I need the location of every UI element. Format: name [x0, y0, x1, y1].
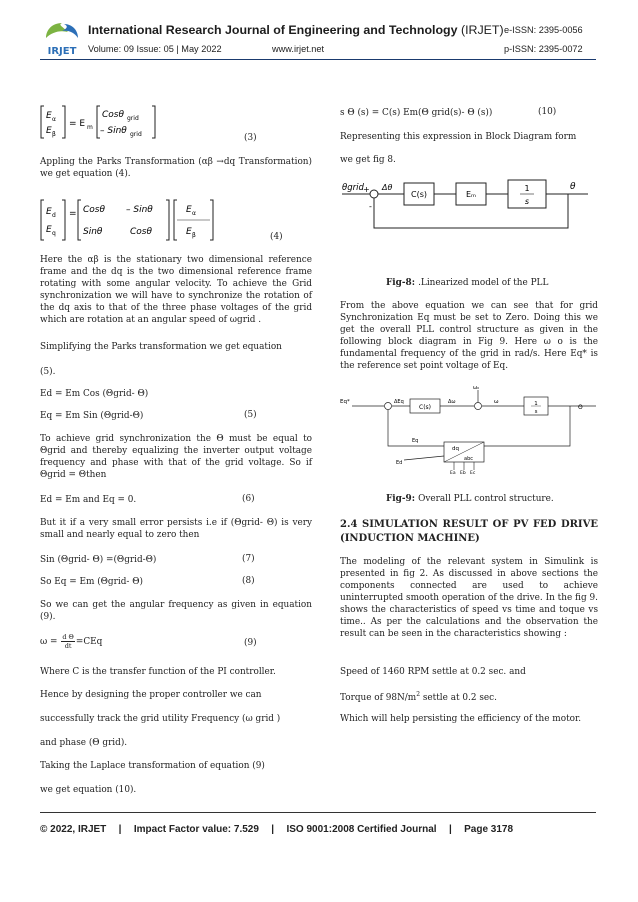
torque-result — [340, 689, 598, 704]
fig9-block-diagram — [340, 384, 598, 478]
fig8-s: s — [524, 197, 530, 206]
fig9-sum2 — [475, 403, 482, 410]
svg-text:q: q — [52, 230, 56, 237]
fig9-caption-label: Fig-9: — [386, 494, 416, 504]
omega-lhs: ω = — [40, 637, 58, 647]
pissn: p-ISSN: 2395-0072 — [504, 44, 583, 54]
pi-controller-paragraph: Where C is the transfer function of the PI controller. — [40, 667, 276, 677]
website-link[interactable]: www.irjet.net — [272, 44, 325, 54]
fig8-em-label: Eₘ — [465, 190, 477, 199]
svg-text:– Sinθ: – Sinθ — [126, 205, 153, 215]
journal-logo — [40, 20, 84, 58]
controller-design-line: Hence by designing the proper controller we can — [40, 690, 262, 700]
footer-divider — [40, 812, 596, 813]
volume-info: Volume: 09 Issue: 05 | May 2022 — [88, 44, 222, 54]
equation-7-number: (7) — [242, 554, 255, 564]
svg-text:β: β — [52, 131, 56, 138]
block-diagram-intro: Representing this expression in Block Diagram form — [340, 132, 577, 142]
svg-text:E: E — [186, 205, 192, 215]
fig9-delta-omega: Δω — [448, 399, 456, 405]
fig9-eq-label: Eq — [412, 438, 419, 444]
fig8-ref: we get fig 8. — [340, 155, 396, 165]
fig8-caption-text: .Linearized model of the PLL — [418, 278, 549, 288]
small-error-paragraph: But it if a very small error persists i.e if (Θgrid- Θ) is very small and nearly equal to zero then — [40, 518, 312, 540]
footer-impact-factor: Impact Factor value: 7.529 — [133, 824, 259, 835]
simulation-paragraph: The modeling of the relevant system in Simulink is presented in fig 2. As discussed in above sections the components connected are used to achieve uninterrupted smooth operation of the drive. In the fig 9. shows the characteristics of speed vs time and toque vs time.. As per the calculations and the observation the result can be seen in the characteristics showing : — [340, 557, 598, 639]
pll-structure-paragraph: From the above equation we can see that for grid Synchronization Eq must be set to Zero. Doing this we get the overall PLL control structure as given in the following block diagram in Fig 9. Here ω o is the fundamental frequency of the grid in rad/s. Here Eq* is the reference set point voltage of Eq. — [340, 301, 598, 371]
svg-text:Cosθ: Cosθ — [102, 110, 124, 120]
svg-text:grid: grid — [130, 131, 142, 138]
fraction-denominator: dt — [64, 642, 72, 650]
svg-text:Cosθ: Cosθ — [130, 227, 152, 237]
svg-text:E: E — [46, 126, 52, 136]
journal-title — [88, 23, 504, 37]
equation-6-number: (6) — [242, 494, 255, 504]
svg-text:E: E — [46, 207, 52, 217]
fig8-caption-label: Fig-8: — [386, 278, 416, 288]
fig9-integ-num: 1 — [534, 401, 538, 407]
fig8-theta-grid: θgrid — [342, 183, 364, 193]
equation-3-number: (3) — [244, 133, 257, 143]
ed-equation: Ed = Em Cos (Θgrid- Θ) — [40, 389, 149, 399]
svg-text:E: E — [46, 111, 52, 121]
laplace-line: Taking the Laplace transformation of equation (9) — [40, 761, 265, 771]
svg-text:E: E — [186, 227, 192, 237]
svg-text:β: β — [192, 232, 196, 239]
equation-5-number: (5) — [244, 410, 257, 420]
fig8-one: 1 — [524, 184, 530, 193]
fig9-omega0: ω₀ — [473, 385, 480, 391]
equation-8-number: (8) — [242, 576, 255, 586]
speed-result: Speed of 1460 RPM settle at 0.2 sec. and — [340, 667, 526, 677]
svg-text:m: m — [87, 124, 93, 131]
grid-sync-paragraph: To achieve grid synchronization the Θ must be equal to Θgrid and thereby equalizing the inverter output voltage frequency and phase with that of the grid voltage. So if Θgrid = Θthen — [40, 434, 312, 480]
fig9-eq-star: Eq* — [340, 399, 350, 405]
svg-text:α: α — [52, 116, 56, 123]
equation-9 — [40, 633, 102, 650]
fig8-summing-junction — [370, 190, 378, 198]
eissn: e-ISSN: 2395-0056 — [504, 25, 583, 35]
svg-text:= E: = E — [69, 119, 86, 129]
efficiency-line: Which will help persisting the efficiency of the motor. — [340, 714, 582, 724]
equation-4-number: (4) — [270, 232, 283, 242]
phase-line: and phase (Θ grid). — [40, 738, 128, 748]
journal-abbr: (IRJET) — [460, 23, 504, 37]
derivative-fraction — [61, 633, 75, 650]
footer-iso: ISO 9001:2008 Certified Journal — [286, 824, 437, 835]
svg-text:=: = — [69, 209, 77, 219]
svg-text:– Sinθ: – Sinθ — [100, 126, 127, 136]
omega-rhs: =CEq — [75, 637, 103, 647]
logo-text: IRJET — [47, 46, 77, 57]
sin-approx-equation: Sin (Θgrid- Θ) =(Θgrid-Θ) — [40, 555, 157, 565]
fig9-ea: Ea — [450, 471, 456, 474]
fig8-cs-label: C(s) — [411, 190, 427, 199]
torque-superscript: 2 — [416, 691, 421, 698]
fig8-delta-theta: Δθ — [382, 183, 393, 192]
svg-text:Cosθ: Cosθ — [83, 205, 105, 215]
fig9-ed-label: Ed — [396, 460, 403, 466]
svg-text:α: α — [192, 210, 196, 217]
equation-10-number: (10) — [538, 107, 557, 117]
torque-text: Torque of 98N/m — [340, 692, 417, 703]
stationary-frame-paragraph: Here the αβ is the stationary two dimensional reference frame and the dq is the two dimensional reference frame rotating with some angular velocity. To achieve the Grid synchronization we will have to synchronize the rotation of the dq axis to that of the three phase voltages of the grid which are rotation at an angular speed of ωgrid . — [40, 255, 312, 325]
equation-9-number: (9) — [244, 638, 257, 648]
equation-4-matrix — [40, 196, 240, 248]
equation-10-ref-line: we get equation (10). — [40, 785, 137, 795]
fig9-cs-label: C(s) — [419, 404, 431, 411]
fig9-integ-den: s — [534, 409, 538, 415]
fig9-caption-text: Overall PLL control structure. — [418, 494, 554, 504]
svg-text:d: d — [52, 212, 56, 219]
simplify-paragraph: Simplifying the Parks transformation we get equation — [40, 342, 282, 352]
section-heading-2-4: 2.4 SIMULATION RESULT OF PV FED DRIVE (INDUCTION MACHINE) — [340, 519, 598, 544]
angular-frequency-paragraph: So we can get the angular frequency as given in equation (9). — [40, 600, 312, 622]
fig9-ec: Ec — [470, 471, 476, 474]
torque-text-end: settle at 0.2 sec. — [420, 692, 497, 703]
so-eq-equation: So Eq = Em (Θgrid- Θ) — [40, 577, 143, 587]
fig9-sum1 — [385, 403, 392, 410]
equation-5-ref: (5). — [40, 367, 56, 377]
fig9-abc: abc — [464, 456, 473, 462]
fig9-omega: ω — [494, 399, 499, 405]
eq-equation: Eq = Em Sin (Θgrid-Θ) — [40, 411, 144, 421]
fig9-eb: Eb — [460, 471, 466, 474]
svg-text:grid: grid — [127, 115, 139, 122]
fraction-numerator: d Θ — [62, 633, 74, 641]
fig8-block-diagram — [338, 176, 598, 260]
equation-10: s Θ (s) = C(s) Em(Θ grid(s)- Θ (s)) — [340, 108, 493, 118]
fig9-dq: dq — [452, 446, 459, 452]
equation-3-matrix — [40, 102, 200, 146]
page-footer: © 2022, IRJET | Impact Factor value: 7.529 | ISO 9001:2008 Certified Journal | Page 3178 — [40, 824, 514, 835]
fig8-plus: + — [363, 185, 370, 194]
fig8-minus: - — [369, 202, 372, 211]
parks-transformation-paragraph: Appling the Parks Transformation (αβ →dq Transformation) we get equation (4). — [40, 157, 312, 179]
fig9-caption — [386, 494, 554, 504]
fig8-caption — [386, 278, 548, 288]
fig9-theta: Θ — [578, 404, 583, 411]
journal-name: International Research Journal of Engineering and Technology — [88, 23, 458, 37]
fig9-delta-e: ΔEq — [394, 399, 404, 405]
fig8-theta-out: θ — [570, 182, 576, 192]
header-divider — [40, 59, 596, 60]
svg-text:E: E — [46, 225, 52, 235]
footer-page-number: Page 3178 — [464, 824, 514, 835]
logo-icon — [40, 20, 84, 58]
svg-text:Sinθ: Sinθ — [83, 227, 103, 237]
footer-copyright: © 2022, IRJET — [40, 824, 107, 835]
ed-em-equation: Ed = Em and Eq = 0. — [40, 495, 137, 505]
track-frequency-line: successfully track the grid utility Frequency (ω grid ) — [40, 714, 281, 724]
